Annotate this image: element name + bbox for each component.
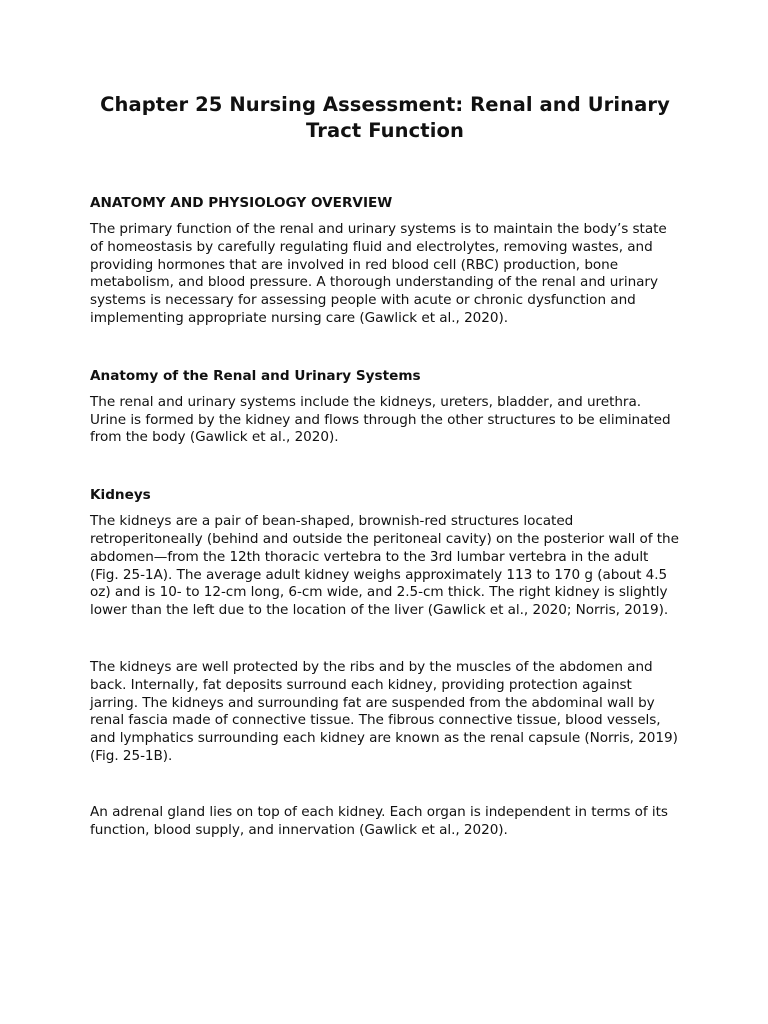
- section-heading-overview: ANATOMY AND PHYSIOLOGY OVERVIEW: [90, 195, 393, 211]
- section-heading-anatomy: Anatomy of the Renal and Urinary Systems: [90, 367, 421, 384]
- section-heading-kidneys: Kidneys: [90, 487, 151, 504]
- paragraph-adrenal-gland: An adrenal gland lies on top of each kidney. Each organ is independent in terms of its function, blood supply, and innervation (Gawlick et al., 2020).: [90, 803, 668, 838]
- document-page: [90, 0, 680, 839]
- page-title: Chapter 25 Nursing Assessment: Renal and Urinary Tract Function: [100, 93, 670, 142]
- paragraph-kidneys-location: The kidneys are a pair of bean-shaped, brownish-red structures located retroperitoneally (behind and outside the peritoneal cavity) on the posterior wall of the abdomen—from the 12th thoracic vertebra to the 3rd lumbar vertebra in the adult (Fig. 25-1A). The average adult kidney weighs approximately 113 to 170 g (about 4.5 oz) and is 10- to 12-cm long, 6-cm wide, and 2.5-cm thick. The right kidney is slightly lower than the left due to the location of the liver (Gawlick et al., 2020; Norris, 2019).: [90, 513, 679, 619]
- paragraph-kidneys-protection: The kidneys are well protected by the ribs and by the muscles of the abdomen and back. Internally, fat deposits surround each kidney, providing protection against jarring. The kidneys and surrounding fat are suspended from the abdominal wall by renal fascia made of connective tissue. The fibrous connective tissue, blood vessels, and lymphatics surrounding each kidney are known as the renal capsule (Norris, 2019) (Fig. 25-1B).: [90, 658, 678, 764]
- paragraph-overview: The primary function of the renal and urinary systems is to maintain the body’s state of homeostasis by carefully regulating fluid and electrolytes, removing wastes, and providing hormones that are involved in red blood cell (RBC) production, bone metabolism, and blood pressure. A thorough understanding of the renal and urinary systems is necessary for assessing people with acute or chronic dysfunction and implementing appropriate nursing care (Gawlick et al., 2020).: [90, 221, 667, 326]
- paragraph-anatomy: The renal and urinary systems include the kidneys, ureters, bladder, and urethra. Urine is formed by the kidney and flows through the other structures to be eliminated from the body (Gawlick et al., 2020).: [90, 393, 671, 446]
